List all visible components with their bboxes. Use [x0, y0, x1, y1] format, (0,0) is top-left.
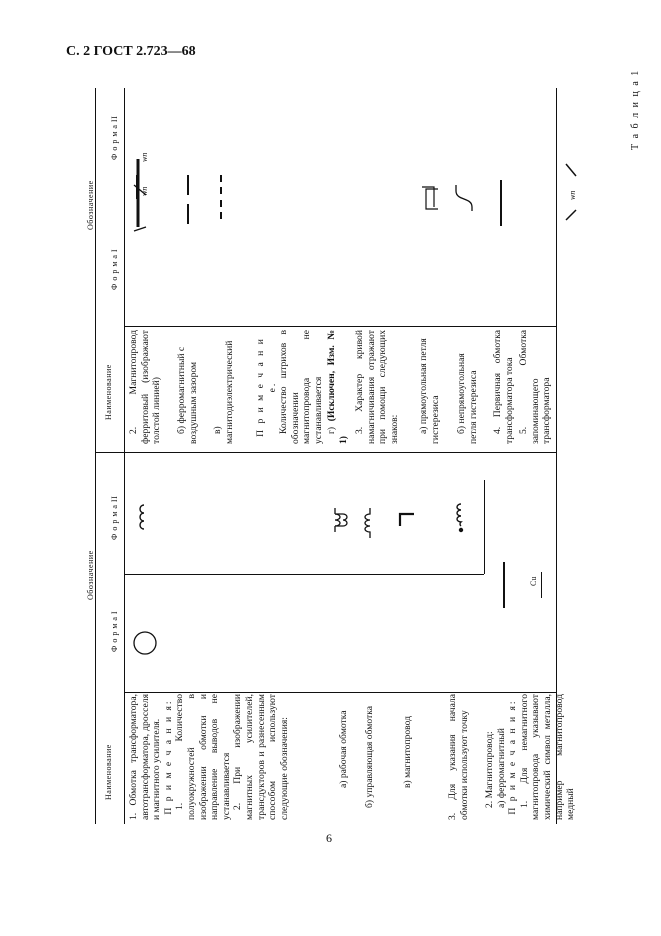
r-note-title: П р и м е ч а н и е.	[255, 337, 278, 437]
rect-hysteresis-symbol	[420, 183, 440, 213]
copper-core-line	[541, 572, 542, 598]
l-r1-note1: 1. Количество полуокружностей в изображении обмотки и направление выводов не устанавливается	[174, 694, 232, 820]
line-col1-vertical	[95, 452, 96, 824]
right-b2-block: б) непрямоугольная петля гистерезиса	[456, 353, 479, 444]
control-winding-symbol	[362, 508, 378, 540]
left-v-block: в) магнитопровод	[402, 715, 413, 788]
dielectric-dash-1	[220, 175, 222, 182]
line-col1r-vertical	[95, 88, 96, 452]
hdr-form1-right: Ф о р м а I	[110, 248, 119, 290]
gap-core-top	[187, 175, 189, 195]
l-r2: 2. Магнитопровод:	[484, 731, 495, 808]
core-line-left	[484, 480, 485, 574]
table-title-text: Т а б л и ц а 1	[630, 69, 641, 150]
working-winding-symbol	[332, 508, 348, 538]
dielectric-dash-2	[220, 187, 222, 194]
left-r2-block	[484, 694, 577, 820]
winding-circle-symbol-page	[132, 630, 158, 656]
hdr-designation-right: Обозначение	[86, 180, 95, 230]
left-b-block: б) управляющая обмотка	[364, 706, 375, 808]
ferrite-core-bar	[136, 175, 137, 199]
nonrect-hysteresis-symbol	[454, 183, 474, 213]
hdr-form1-left: Ф о р м а I	[110, 610, 119, 652]
right-r4-block: 4. Первичная обмотка трансформатора тока	[492, 330, 515, 444]
l-r2a: а) ферромагнитный	[495, 728, 507, 808]
r-g-prefix: г)	[326, 426, 337, 434]
right-note-block	[255, 330, 325, 444]
right-v-block: в) магнитодиэлектрический	[212, 340, 235, 444]
dielectric-dash-4	[220, 212, 222, 219]
winding-coil-symbol-page	[134, 503, 148, 531]
current-transformer-primary	[500, 180, 502, 226]
right-a-block: а) прямоугольная петля гистерезиса	[418, 338, 441, 444]
hdr-name-right: Наименование	[104, 364, 113, 420]
l-r1-notes-title: П р и м е ч а н и я:	[162, 699, 174, 815]
gap-core-bottom	[187, 204, 189, 224]
left-name-block	[128, 694, 290, 820]
l-r2-notes-title: П р и м е ч а н и я:	[507, 699, 519, 815]
r-r2: 2. Магнитопровод ферритовый (изображают толстой линией)	[128, 330, 163, 444]
left-r3-block: 3. Для указания начала обмотки используют точку	[447, 694, 470, 820]
right-r3-block: 3. Характер кривой намагничивания отражают при помощи следующих знаков:	[354, 330, 400, 444]
hdr-form2-left: Ф о р м а II	[110, 495, 119, 540]
hdr-name-left: Наименование	[104, 744, 113, 800]
wn-label-2: wn	[140, 152, 149, 162]
r-note: Количество штрихов в обозначении магнитопровода не устанавливается	[278, 330, 324, 444]
right-g-block	[326, 330, 349, 444]
line-form-sep-left	[124, 574, 484, 575]
l-r1-note2: 2. При изображении магнитных усилителей, трансдукторов и разнесенным способом используют следующие обозначения:	[232, 694, 290, 820]
wn-label-1: wn	[140, 186, 149, 196]
page-number-text: 6	[326, 831, 332, 845]
core-symbol-left	[398, 512, 416, 528]
page-header-text: С. 2 ГОСТ 2.723—68	[66, 44, 196, 59]
l-r2-note1: 1. Для немагнитного магнитопровода указывают химический символ металла, например магнитопровод медный	[518, 694, 577, 820]
r-g-excluded: (Исключен, Изм. № 1)	[326, 330, 349, 444]
line-mid	[95, 452, 556, 453]
hdr-designation-left: Обозначение	[86, 550, 95, 600]
line-name-sep-right	[124, 326, 556, 327]
right-name-block	[128, 330, 163, 444]
right-b-block: б) ферромагнитный с воздушным зазором	[176, 346, 199, 444]
dielectric-dash-3	[220, 200, 222, 207]
hdr-form2-right: Ф о р м а II	[110, 115, 119, 160]
left-a-block: а) рабочая обмотка	[338, 710, 349, 788]
cu-label: Cu	[529, 576, 538, 586]
right-r5-block: 5. Обмотка запоминающего трансформатора	[518, 330, 553, 444]
wn-label-3: wn	[568, 190, 577, 200]
winding-start-dot-symbol	[454, 502, 468, 534]
line-left-vertical	[124, 88, 125, 824]
l-r1: 1. Обмотка трансформатора, автотрансформатора, дросселя и магнитного усилителя.	[128, 694, 163, 820]
ferromagnetic-core-thick	[503, 562, 505, 608]
